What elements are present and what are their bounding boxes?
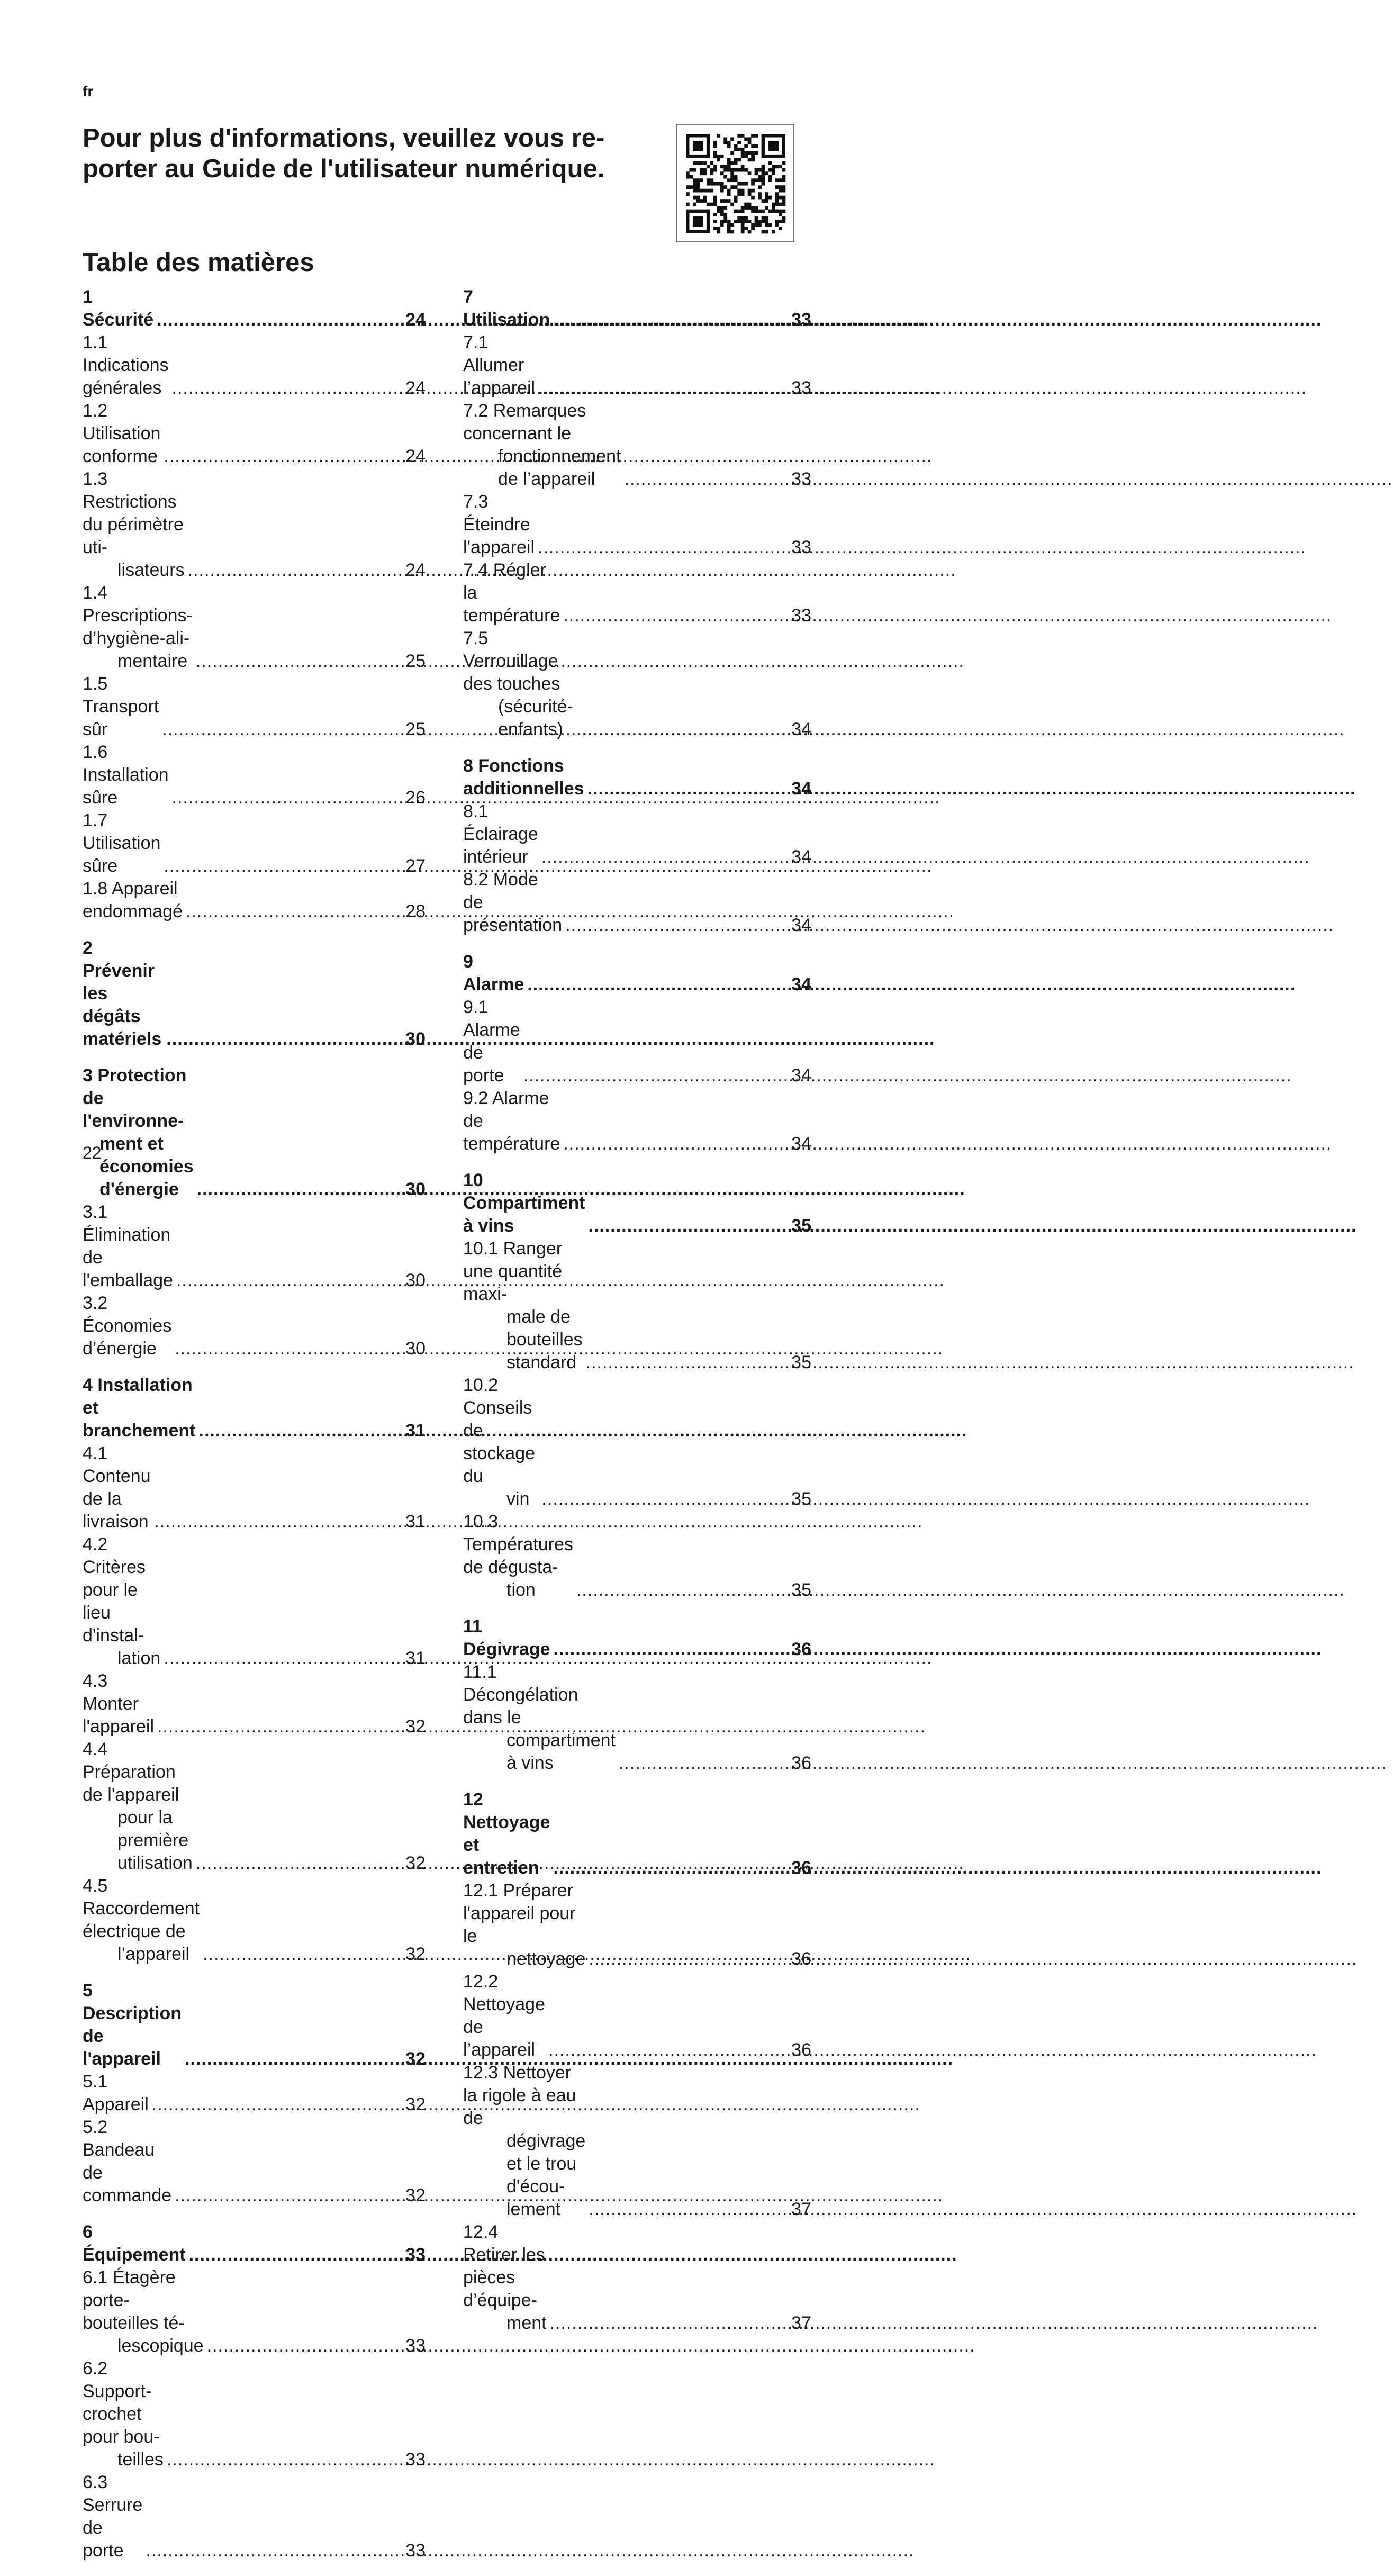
toc-leader-dots — [553, 309, 787, 331]
toc-subsection-label — [463, 1661, 616, 1775]
toc-chapter-label-text: 8 Fonctions additionnelles — [463, 756, 584, 799]
toc-leader-dots — [186, 900, 401, 923]
toc-subsection-label-line: fonctionnement de l’appareil — [498, 446, 621, 489]
toc-chapter-entry[interactable] — [83, 286, 426, 331]
toc-leader-dots — [589, 2198, 787, 2221]
toc-chapter-page: 30 — [405, 1179, 426, 1199]
toc-leader-dots — [164, 1647, 401, 1670]
toc-subsection-label-line: 7.4 Régler la température — [463, 560, 560, 626]
toc-subsection-label-line: 3.1 Élimination de l'emballage — [83, 1202, 173, 1290]
toc-leader-dots — [196, 1852, 401, 1875]
toc-leader-dots — [162, 718, 401, 741]
toc-subsection-label — [463, 400, 621, 491]
toc-chapter-label — [463, 286, 550, 331]
toc-chapter-page: 31 — [405, 1421, 426, 1441]
toc-chapter-label — [463, 1615, 550, 1661]
toc-leader-dots — [197, 1178, 401, 1201]
toc-subsection-label-line: 10.2 Conseils de stockage du — [463, 1375, 536, 1486]
language-label: fr — [83, 83, 94, 100]
toc-subsection-page: 32 — [405, 2185, 426, 2206]
toc-chapter-page: 24 — [405, 310, 426, 330]
toc-subsection-label-line: pour la première utilisation — [117, 1807, 193, 1873]
toc-subsection-page: 26 — [405, 788, 426, 808]
toc-section — [463, 951, 811, 1155]
toc-subsection-page: 34 — [791, 847, 811, 867]
toc-subsection-label — [463, 1237, 583, 1374]
toc-leader-dots — [154, 1511, 401, 1533]
toc-chapter-entry[interactable] — [463, 1169, 811, 1237]
toc-subsection-label-line: 1.2 Utilisation conforme — [83, 401, 161, 466]
toc-subsection-entry[interactable] — [83, 809, 426, 878]
toc-chapter-entry[interactable] — [83, 1064, 426, 1201]
toc-column-right — [463, 286, 811, 2348]
toc-chapter-label — [463, 1788, 550, 1879]
toc-leader-dots — [538, 536, 787, 559]
toc-chapter-label-text: 2 Prévenir les dégâts matériels — [83, 938, 162, 1049]
toc-subsection-label-line: dégivrage et le trou d'écou- — [506, 2131, 586, 2197]
toc-subsection-label-line: 7.1 Allumer l’appareil — [463, 332, 536, 398]
toc-subsection-entry[interactable] — [463, 1374, 811, 1511]
toc-chapter-page: 30 — [405, 1029, 426, 1049]
toc-chapter-page: 32 — [405, 2049, 426, 2069]
toc-leader-dots — [523, 1064, 787, 1087]
toc-subsection-entry[interactable] — [83, 331, 426, 400]
toc-subsection-label-line: 7.3 Éteindre l'appareil — [463, 492, 535, 557]
toc-subsection-label — [83, 400, 160, 468]
toc-subsection-page: 33 — [791, 605, 811, 626]
toc-subsection-label — [83, 1442, 151, 1533]
toc-chapter-label-text: 10 Compartiment à vins — [463, 1170, 585, 1236]
toc-leader-dots — [589, 1948, 787, 1971]
toc-subsection-label — [463, 2062, 585, 2221]
toc-leader-dots — [164, 445, 401, 468]
toc-subsection-label — [463, 2221, 547, 2335]
toc-subsection-label-line: 1.5 Transport sûr — [83, 674, 159, 739]
toc-subsection-entry[interactable] — [83, 1875, 426, 1966]
toc-subsection-label — [463, 1879, 585, 1971]
toc-subsection-entry[interactable] — [463, 996, 811, 1087]
toc-subsection-entry[interactable] — [83, 1201, 426, 1292]
toc-subsection-label — [83, 331, 169, 400]
toc-leader-dots — [152, 2093, 401, 2116]
toc-leader-dots — [553, 1638, 787, 1661]
toc-subsection-page: 32 — [405, 2094, 426, 2114]
toc-leader-dots — [619, 1752, 787, 1775]
headline-line-1: Pour plus d'informations, veuillez vous re- — [83, 124, 605, 152]
toc-subsection-entry[interactable] — [463, 1237, 811, 1374]
toc-subsection-label — [83, 1533, 160, 1670]
toc-subsection-entry[interactable] — [83, 1670, 426, 1738]
toc-subsection-page: 33 — [791, 469, 811, 489]
toc-subsection-label-line: 4.1 Contenu de la livraison — [83, 1443, 151, 1532]
toc-leader-dots — [203, 1943, 401, 1966]
toc-subsection-label — [83, 582, 193, 673]
toc-subsection-entry[interactable] — [83, 2071, 426, 2116]
toc-chapter-label-text: 5 Description de l'appareil — [83, 1981, 182, 2069]
toc-chapter-label-text: 12 Nettoyage et entretien — [463, 1789, 550, 1878]
headline — [83, 123, 654, 184]
toc-chapter-label-text: 1 Sécurité — [83, 287, 154, 330]
toc-subsection-page: 35 — [791, 1580, 811, 1600]
toc-subsection-page: 35 — [791, 1352, 811, 1372]
toc-subsection-label-line: 4.5 Raccordement électrique de — [83, 1876, 200, 1941]
toc-subsection-entry[interactable] — [83, 673, 426, 741]
toc-subsection-label — [83, 878, 183, 923]
toc-subsection-page: 28 — [405, 901, 426, 921]
toc-subsection-label-line: 6.3 Serrure de porte — [83, 2472, 143, 2561]
toc-subsection-label-line: (sécurité-enfants) — [498, 697, 573, 739]
toc-subsection-label — [463, 559, 560, 627]
toc-subsection-label-line: male de bouteilles standard — [506, 1307, 583, 1372]
toc-subsection-entry[interactable] — [83, 468, 426, 582]
toc-chapter-label-text: 6 Équipement — [83, 2222, 186, 2265]
toc-subsection-label — [463, 331, 535, 400]
toc-subsection-label-line: tion — [506, 1580, 536, 1600]
toc-subsection-label-line: 4.2 Critères pour le lieu d'instal- — [83, 1534, 146, 1646]
toc-section — [83, 1064, 426, 1360]
toc-chapter-label-text: 7 Utilisation — [463, 287, 550, 330]
toc-subsection-entry[interactable] — [463, 559, 811, 627]
toc-subsection-entry[interactable] — [83, 1533, 426, 1670]
toc-leader-dots — [175, 2184, 401, 2207]
toc-subsection-entry[interactable] — [83, 2357, 426, 2471]
toc-subsection-entry[interactable] — [83, 741, 426, 809]
toc-leader-dots — [176, 1269, 401, 1292]
toc-subsection-entry[interactable] — [463, 1879, 811, 1971]
toc-chapter-label — [83, 1374, 196, 1442]
toc-subsection-label-line: 1.4 Prescriptions-d’hygiène-ali- — [83, 583, 193, 648]
toc-subsection-label-line: mentaire — [117, 651, 188, 671]
toc-subsection-label-line: 3.2 Économies d’énergie — [83, 1293, 172, 1359]
toc-leader-dots — [185, 2048, 401, 2071]
toc-section — [83, 2221, 426, 2562]
toc-subsection-label-line: 5.2 Bandeau de commande — [83, 2117, 172, 2206]
toc-chapter-label — [463, 1169, 585, 1237]
toc-leader-dots — [146, 2539, 401, 2562]
toc-subsection-label-line: 1.1 Indications générales — [83, 332, 169, 398]
toc-subsection-entry[interactable] — [83, 2116, 426, 2207]
toc-subsection-label — [83, 468, 185, 582]
toc-leader-dots — [587, 778, 787, 800]
toc-subsection-label-line: lation — [117, 1648, 161, 1668]
toc-subsection-page: 37 — [791, 2199, 811, 2219]
toc-subsection-label-line: l’appareil — [117, 1944, 190, 1964]
toc-section — [463, 1788, 811, 2335]
toc-leader-dots — [625, 468, 788, 491]
qr-code[interactable] — [676, 124, 794, 242]
toc-subsection-page: 31 — [405, 1648, 426, 1668]
toc-subsection-label — [83, 741, 169, 809]
toc-leader-dots — [563, 604, 787, 627]
toc-subsection-label — [463, 627, 573, 741]
toc-subsection-entry[interactable] — [83, 400, 426, 468]
toc-subsection-entry[interactable] — [83, 582, 426, 673]
toc-leader-dots — [164, 855, 401, 878]
toc-leader-dots — [189, 2244, 401, 2266]
toc-subsection-label-line: lisateurs — [117, 560, 185, 580]
toc-chapter-entry[interactable] — [83, 2221, 426, 2266]
toc-chapter-label — [83, 937, 163, 1051]
toc-subsection-page: 36 — [791, 1753, 811, 1773]
toc-subsection-label — [463, 996, 520, 1087]
toc-subsection-label-line: teilles — [117, 2450, 164, 2470]
toc-subsection-page: 35 — [791, 1489, 811, 1509]
toc-subsection-page: 30 — [405, 1270, 426, 1290]
toc-subsection-label-line: 9.2 Alarme de température — [463, 1088, 560, 1154]
toc-subsection-label — [463, 1087, 560, 1155]
toc-subsection-label-line: 7.2 Remarques concernant le — [463, 401, 586, 444]
toc-section — [83, 937, 426, 1051]
toc-chapter-page: 33 — [791, 310, 811, 330]
toc-leader-dots — [196, 650, 401, 673]
toc-chapter-label-text: 9 Alarme — [463, 952, 524, 995]
toc-subsection-page: 25 — [405, 651, 426, 671]
toc-subsection-label-line: 6.2 Support-crochet pour bou- — [83, 2358, 160, 2447]
toc-leader-dots — [576, 1579, 787, 1602]
toc-leader-dots — [550, 2312, 787, 2335]
toc-leader-dots — [172, 377, 401, 400]
toc-chapter-label — [463, 951, 524, 996]
toc-subsection-label — [463, 800, 538, 869]
toc-subsection-label — [463, 1374, 538, 1511]
toc-subsection-label-line: 4.4 Préparation de l'appareil — [83, 1739, 179, 1805]
toc-subsection-entry[interactable] — [83, 1738, 426, 1875]
toc-subsection-entry[interactable] — [463, 800, 811, 869]
toc-subsection-label — [83, 809, 160, 878]
toc-chapter-label-text: 4 Installation et branchement — [83, 1375, 196, 1441]
toc-subsection-label-line: 1.6 Installation sûre — [83, 742, 169, 808]
toc-subsection-page: 24 — [405, 378, 426, 398]
toc-chapter-label — [83, 2221, 186, 2266]
toc-subsection-page: 37 — [791, 2313, 811, 2333]
toc-leader-dots — [576, 718, 787, 741]
toc-subsection-page: 36 — [791, 1949, 811, 1969]
toc-section — [83, 286, 426, 923]
toc-subsection-label — [83, 2116, 171, 2207]
toc-subsection-label — [463, 491, 535, 559]
toc-chapter-label-continued: ment et économies d'énergie — [100, 1134, 194, 1199]
toc-subsection-page: 33 — [791, 537, 811, 557]
toc-subsection-page: 31 — [405, 1512, 426, 1532]
toc-leader-dots — [175, 1337, 401, 1360]
toc-section — [83, 1980, 426, 2207]
toc-subsection-page: 33 — [405, 2450, 426, 2470]
toc-chapter-label-text: 3 Protection de l'environne- — [83, 1065, 187, 1131]
toc-subsection-entry[interactable] — [83, 2471, 426, 2562]
toc-subsection-label-line: 12.4 Retirer les pièces d’équipe- — [463, 2222, 545, 2310]
toc-subsection-entry[interactable] — [463, 2062, 811, 2221]
toc-subsection-entry[interactable] — [463, 1971, 811, 2062]
page-number: 22 — [83, 1143, 102, 1162]
toc-subsection-label — [83, 2266, 204, 2357]
toc-chapter-label — [83, 286, 153, 331]
toc-chapter-label — [463, 755, 584, 800]
toc-subsection-entry[interactable] — [83, 1292, 426, 1360]
toc-subsection-label-line: 5.1 Appareil — [83, 2072, 149, 2114]
toc-leader-dots — [588, 1215, 787, 1237]
toc-subsection-label-line: 12.1 Préparer l'appareil pour le — [463, 1881, 576, 1946]
toc-subsection-page: 24 — [405, 446, 426, 466]
toc-subsection-label-line: 10.1 Ranger une quantité maxi- — [463, 1239, 563, 1304]
toc-subsection-page: 34 — [791, 1065, 811, 1086]
toc-leader-dots — [541, 846, 787, 869]
toc-subsection-label-line: 8.2 Mode de présentation — [463, 870, 563, 935]
toc-subsection-entry[interactable] — [463, 491, 811, 559]
toc-leader-dots — [553, 1857, 787, 1879]
toc-subsection-entry[interactable] — [463, 331, 811, 400]
toc-chapter-label — [83, 1064, 194, 1201]
toc-section — [463, 1169, 811, 1602]
toc-chapter-page: 34 — [791, 779, 811, 799]
toc-subsection-label — [463, 1971, 545, 2062]
toc-leader-dots — [172, 787, 401, 809]
toc-chapter-entry[interactable] — [83, 937, 426, 1051]
toc-subsection-label-line: lement — [506, 2199, 561, 2219]
toc-subsection-page: 27 — [405, 856, 426, 876]
toc-subsection-page: 32 — [405, 1944, 426, 1964]
toc-chapter-label-text: 11 Dégivrage — [463, 1616, 550, 1659]
toc-chapter-entry[interactable] — [83, 1980, 426, 2071]
toc-leader-dots — [167, 2448, 401, 2471]
toc-subsection-page: 32 — [405, 1716, 426, 1737]
toc-subsection-label-line: ment — [506, 2313, 547, 2333]
toc-subsection-label-line: 8.1 Éclairage intérieur — [463, 801, 538, 867]
toc-subsection-label — [463, 1511, 573, 1602]
toc-subsection-label-line: 6.1 Étagère porte-bouteilles té- — [83, 2267, 185, 2333]
toc-chapter-entry[interactable] — [463, 951, 811, 996]
toc-subsection-label-line: lescopique — [117, 2336, 204, 2356]
toc-subsection-label-line: vin — [506, 1489, 530, 1509]
toc-leader-dots — [563, 1133, 787, 1155]
toc-chapter-page: 34 — [791, 974, 811, 995]
toc-subsection-entry[interactable] — [463, 400, 811, 491]
toc-subsection-label-line: nettoyage — [506, 1949, 586, 1969]
toc-subsection-page: 33 — [405, 2541, 426, 2561]
toc-leader-dots — [527, 973, 787, 996]
toc-subsection-label — [83, 1670, 154, 1738]
toc-subsection-page: 25 — [405, 719, 426, 739]
toc-subsection-entry[interactable] — [83, 878, 426, 923]
toc-subsection-label-line: compartiment à vins — [506, 1730, 616, 1773]
toc-subsection-page: 34 — [791, 719, 811, 739]
toc-subsection-label-line: 9.1 Alarme de porte — [463, 997, 520, 1086]
toc-subsection-label — [83, 2071, 149, 2116]
toc-subsection-entry[interactable] — [463, 1661, 811, 1775]
toc-chapter-page: 36 — [791, 1639, 811, 1659]
toc-subsection-page: 33 — [405, 2336, 426, 2356]
toc-subsection-page: 32 — [405, 1853, 426, 1873]
toc-subsection-label — [83, 1201, 173, 1292]
toc-column-left — [83, 286, 426, 2576]
toc-leader-dots — [166, 1028, 401, 1051]
toc-subsection-label — [83, 2357, 164, 2471]
toc-section — [463, 1615, 811, 1775]
toc-subsection-page: 33 — [791, 378, 811, 398]
toc-subsection-label-line: 4.3 Monter l'appareil — [83, 1671, 155, 1737]
headline-line-2: porter au Guide de l'utilisateur numérique. — [83, 155, 605, 183]
toc-subsection-label-line: 1.8 Appareil endommagé — [83, 879, 183, 921]
toc-leader-dots — [586, 1351, 787, 1374]
toc-chapter-page: 33 — [405, 2245, 426, 2265]
toc-subsection-label — [463, 869, 562, 937]
toc-title: Table des matières — [83, 248, 314, 277]
toc-subsection-page: 30 — [405, 1339, 426, 1359]
toc-section — [83, 1374, 426, 1966]
toc-subsection-label-line: 10.3 Températures de dégusta- — [463, 1512, 573, 1577]
toc-subsection-entry[interactable] — [463, 1511, 811, 1602]
toc-leader-dots — [188, 559, 401, 582]
toc-subsection-label — [83, 1738, 193, 1875]
toc-leader-dots — [565, 914, 787, 937]
toc-leader-dots — [157, 1715, 401, 1738]
toc-leader-dots — [541, 1488, 787, 1511]
toc-subsection-label — [83, 1875, 200, 1966]
toc-subsection-page: 24 — [405, 560, 426, 580]
toc-section — [463, 755, 811, 937]
toc-chapter-entry[interactable] — [463, 1615, 811, 1661]
qr-code-icon — [686, 134, 785, 233]
toc-leader-dots — [548, 2039, 787, 2062]
toc-leader-dots — [157, 309, 401, 331]
toc-subsection-label-line: 1.3 Restrictions du périmètre uti- — [83, 469, 184, 557]
toc-subsection-label — [83, 2471, 142, 2562]
toc-leader-dots — [199, 1420, 402, 1442]
toc-subsection-entry[interactable] — [463, 1087, 811, 1155]
toc-subsection-entry[interactable] — [463, 869, 811, 937]
toc-subsection-entry[interactable] — [83, 1442, 426, 1533]
toc-subsection-entry[interactable] — [463, 627, 811, 741]
toc-subsection-label-line: 12.3 Nettoyer la rigole à eau de — [463, 2063, 576, 2128]
toc-leader-dots — [538, 377, 787, 400]
toc-subsection-label-line: 7.5 Verrouillage des touches — [463, 628, 560, 694]
toc-subsection-entry[interactable] — [83, 2266, 426, 2357]
toc-subsection-page: 34 — [791, 915, 811, 935]
toc-leader-dots — [207, 2335, 401, 2357]
toc-chapter-page: 35 — [791, 1216, 811, 1236]
toc-chapter-entry[interactable] — [83, 1374, 426, 1442]
toc-subsection-label-line: 12.2 Nettoyage de l’appareil — [463, 1972, 545, 2060]
toc-subsection-label-line: 1.7 Utilisation sûre — [83, 810, 161, 876]
toc-chapter-entry[interactable] — [463, 755, 811, 800]
toc-subsection-label — [83, 1292, 171, 1360]
toc-section — [463, 286, 811, 741]
toc-chapter-label — [83, 1980, 182, 2071]
toc-chapter-page: 36 — [791, 1858, 811, 1878]
toc-subsection-page: 36 — [791, 2040, 811, 2060]
toc-subsection-entry[interactable] — [463, 2221, 811, 2335]
toc-chapter-entry[interactable] — [463, 286, 811, 331]
toc-chapter-entry[interactable] — [463, 1788, 811, 1879]
toc-subsection-label — [83, 673, 159, 741]
toc-subsection-page: 34 — [791, 1134, 811, 1154]
toc-subsection-label-line: 11.1 Décongélation dans le — [463, 1662, 578, 1728]
